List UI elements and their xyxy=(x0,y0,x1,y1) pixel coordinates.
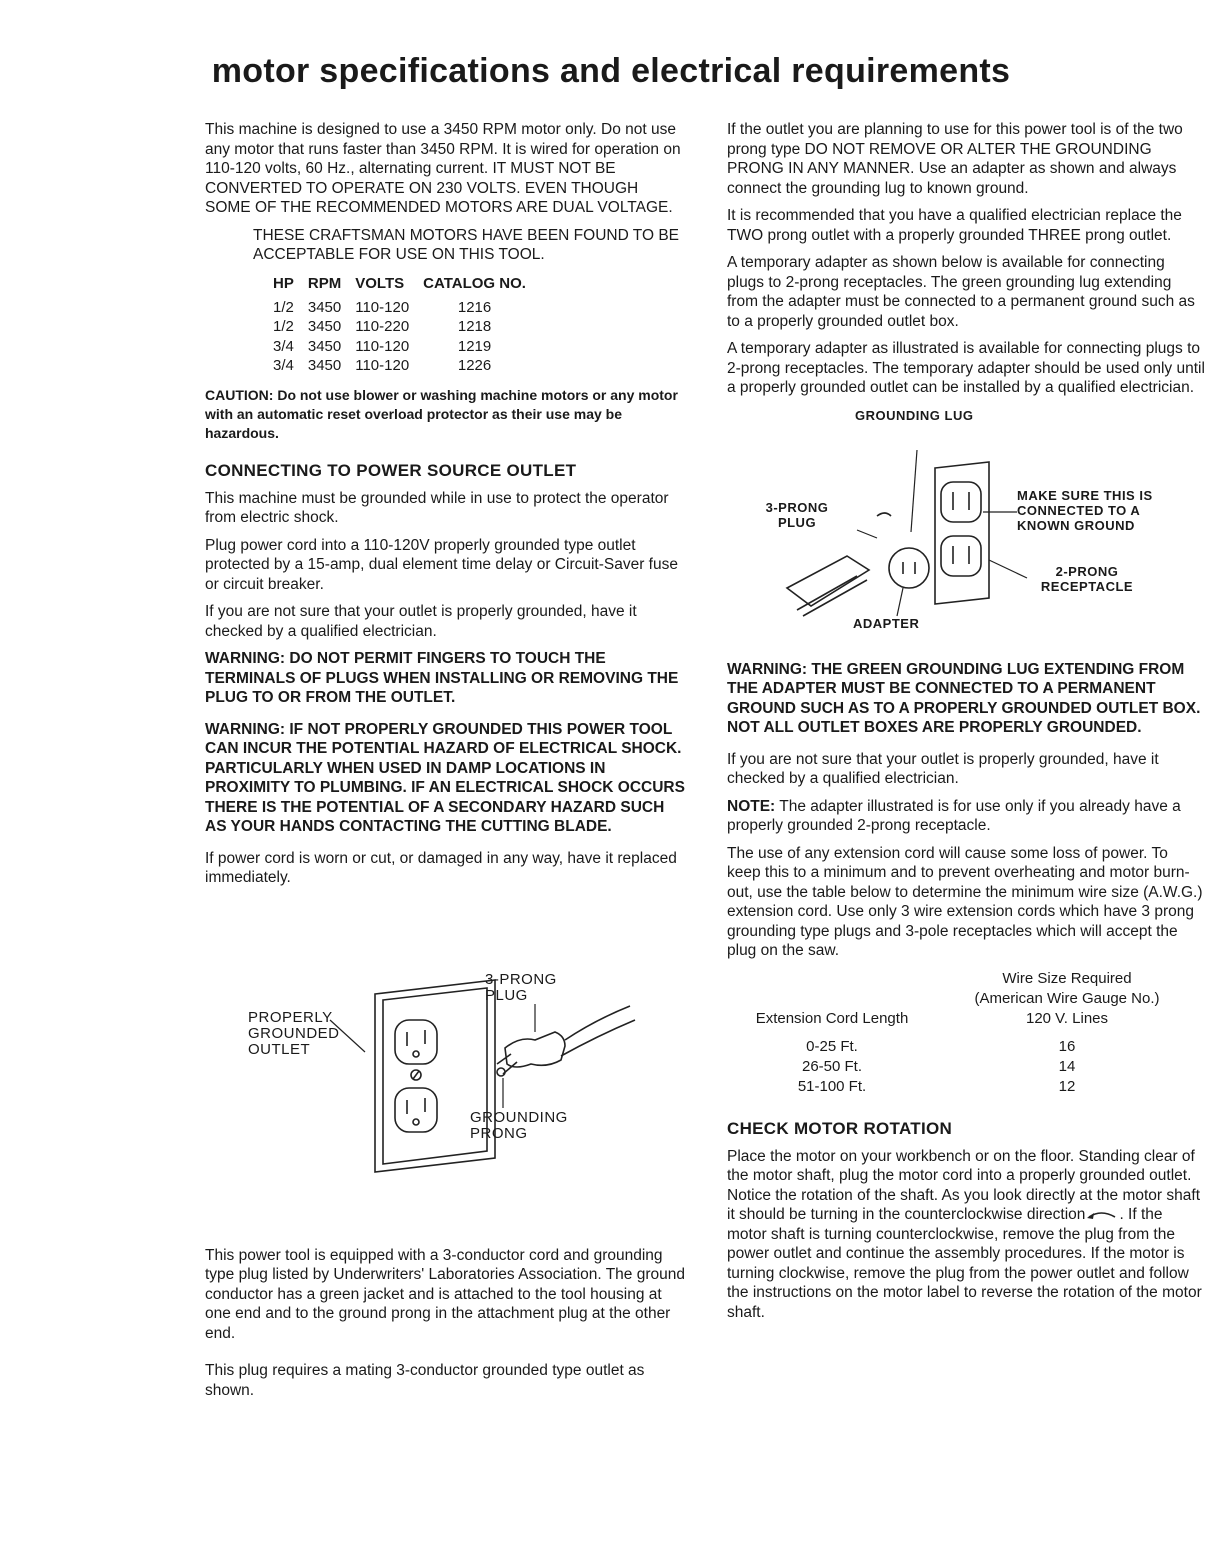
rotation-text-a: Place the motor on your workbench or on the floor. Standing clear of the motor shaft, plug the motor cord into a properly grounded outlet. Notice the rotation of the shaft. As you look directly at the motor shaft it should be turning in the counterclockwise direction xyxy=(727,1147,1200,1223)
cell-catalog: 1218 xyxy=(457,318,492,335)
extension-cord-table xyxy=(727,969,1197,1097)
cell-rpm: 3450 xyxy=(307,357,342,374)
two-prong-receptacle-label: 2-PRONG RECEPTACLE xyxy=(1040,563,1134,594)
ext-header-line-1: Wire Size Required xyxy=(1002,969,1132,987)
motors-note: THESE CRAFTSMAN MOTORS HAVE BEEN FOUND TO BE ACCEPTABLE FOR USE ON THIS TOOL. xyxy=(253,226,680,263)
note-body: The adapter illustrated is for use only if you already have a properly grounded 2-prong receptacle. xyxy=(727,797,1181,834)
plug-icon xyxy=(497,1006,635,1076)
cell-volts: 110-220 xyxy=(355,318,410,335)
cord-damage-paragraph: If power cord is worn or cut, or damaged in any way, have it replaced immediately. xyxy=(205,849,677,886)
warning-grounding: WARNING: IF NOT PROPERLY GROUNDED THIS POWER TOOL CAN INCUR THE POTENTIAL HAZARD OF ELECTRICAL SHOCK. PARTICULARLY WHEN USED IN DAMP LOCATIONS IN PROXIMITY TO PLUMBING. IF AN ELECTRICAL SHOCK OCCURS THERE IS THE POTENTIAL OF A SECONDARY HAZARD SUCH AS YOUR HANDS CONTACTING THE CUTTING BLADE. xyxy=(205,720,685,835)
header-catalog: CATALOG NO. xyxy=(423,274,526,292)
note-label: NOTE: xyxy=(727,797,776,815)
caution-text xyxy=(205,386,685,443)
rotation-text-b: . If the motor shaft is turning counterclockwise, remove the plug from the power outlet and continue the assembly procedures. If the motor is turning clockwise, remove the plug from the power outlet and follow the instructions on the motor label to reverse the rotation of the motor shaft. xyxy=(727,1206,1202,1321)
cell-volts: 110-120 xyxy=(355,298,410,316)
table-row xyxy=(727,1029,1197,1037)
left-column xyxy=(205,120,685,1408)
cell-catalog: 1219 xyxy=(457,337,492,355)
table-row xyxy=(273,356,540,376)
callout-lines xyxy=(857,450,1027,616)
two-prong-paragraph: If the outlet you are planning to use for this power tool is of the two prong type DO NOT REMOVE OR ALTER THE GROUNDING PRONG IN ANY MANNER. Use an adapter as shown and always connect the grounding lug to known ground. xyxy=(727,121,1183,197)
adapter-paragraph-1: A temporary adapter as shown below is available for connecting plugs to 2-prong receptacles. The green grounding lug extending from the adapter must be connected to a permanent ground such as to a properly grounded outlet box. xyxy=(727,254,1195,330)
cell-rpm: 3450 xyxy=(307,318,342,335)
electrician-paragraph: It is recommended that you have a qualified electrician replace the TWO prong outlet with a properly grounded THREE prong outlet. xyxy=(727,207,1182,244)
outlet-check-paragraph: If you are not sure that your outlet is properly grounded, have it checked by a qualified electrician. xyxy=(727,750,1159,787)
ext-table-header xyxy=(727,969,1197,1029)
table-row xyxy=(727,1077,1197,1097)
header-rpm: RPM xyxy=(307,274,342,292)
cell-catalog: 1226 xyxy=(457,357,492,374)
table-row xyxy=(273,337,540,357)
motor-table-header xyxy=(273,273,540,298)
table-row xyxy=(727,1037,1197,1057)
caution-body: Do not use blower or washing machine motors or any motor with an automatic reset overload protector as their use may be hazardous. xyxy=(205,386,678,441)
cell-hp: 1/2 xyxy=(273,298,294,316)
grounded-outlet-illustration xyxy=(235,948,655,1188)
cell-gauge: 16 xyxy=(1058,1037,1076,1055)
ext-header-wire-size xyxy=(937,969,1197,1029)
table-row xyxy=(273,298,540,318)
adapter-note xyxy=(727,797,1205,836)
warning-fingers: WARNING: DO NOT PERMIT FINGERS TO TOUCH THE TERMINALS OF PLUGS WHEN INSTALLING OR REMOVING THE PLUG TO OR FROM THE OUTLET. xyxy=(205,650,679,706)
known-ground-label: MAKE SURE THIS IS CONNECTED TO A KNOWN GROUND xyxy=(1017,487,1153,533)
ext-header-line-2: (American Wire Gauge No.) xyxy=(974,989,1160,1007)
receptacle-icon xyxy=(935,462,989,604)
table-row xyxy=(727,1057,1197,1077)
extension-cord-paragraph: The use of any extension cord will cause some loss of power. To keep this to a minimum and to prevent overheating and motor burn-out, use the table below to determine the minimum wire size (A.W.G.) extension cord. Use only 3 wire extension cords which have 3 prong grounding type plugs and 3-pole receptacles which will accept the plug on the saw. xyxy=(727,844,1203,959)
cell-length: 26-50 Ft. xyxy=(801,1057,863,1075)
grounding-lug-label: GROUNDING LUG xyxy=(855,407,974,423)
cell-volts: 110-120 xyxy=(355,357,410,374)
cell-volts: 110-120 xyxy=(355,337,410,355)
ext-header-length: Extension Cord Length xyxy=(755,1009,909,1027)
cell-hp: 3/4 xyxy=(273,337,294,355)
header-hp: HP xyxy=(273,274,294,292)
three-prong-plug-label: 3-PRONG PLUG xyxy=(765,499,829,530)
mating-outlet-paragraph: This plug requires a mating 3-conductor grounded type outlet as shown. xyxy=(205,1362,645,1399)
spacer xyxy=(205,1188,685,1246)
intro-paragraph: This machine is designed to use a 3450 RPM motor only. Do not use any motor that runs faster than 3450 RPM. It is wired for operation on 110-120 volts, 60 Hz., alternating current. IT MUST NOT BE CONVERTED TO OPERATE ON 230 VOLTS. EVEN THOUGH SOME OF THE RECOMMENDED MOTORS ARE DUAL VOLTAGE. xyxy=(205,121,681,216)
cell-catalog: 1216 xyxy=(457,298,492,316)
table-row xyxy=(273,317,540,337)
counterclockwise-arrow-icon xyxy=(1085,1209,1119,1221)
cell-length: 0-25 Ft. xyxy=(806,1037,858,1055)
three-prong-plug-label: 3-PRONG PLUG xyxy=(485,970,557,1004)
adapter-label: ADAPTER xyxy=(853,615,920,631)
adapter-illustration xyxy=(727,420,1205,648)
cell-hp: 1/2 xyxy=(273,318,294,335)
cell-rpm: 3450 xyxy=(307,298,342,316)
motor-table xyxy=(273,273,540,376)
properly-grounded-outlet-label: PROPERLY GROUNDED OUTLET xyxy=(248,1008,340,1058)
rotation-paragraph xyxy=(727,1147,1205,1323)
connecting-paragraph-3: If you are not sure that your outlet is properly grounded, have it checked by a qualified electrician. xyxy=(205,603,637,640)
rotation-heading: CHECK MOTOR ROTATION xyxy=(727,1118,953,1138)
grounded-outlet-figure xyxy=(205,948,685,1188)
connecting-paragraph-2: Plug power cord into a 110-120V properly grounded type outlet protected by a 15-amp, dual element time delay or Circuit-Saver fuse or circuit breaker. xyxy=(205,536,678,593)
conductor-paragraph: This power tool is equipped with a 3-conductor cord and grounding type plug listed by Underwriters' Laboratories Association. The ground conductor has a green jacket and is attached to the tool housing at one end and to the ground prong in the attachment plug at the other end. xyxy=(205,1246,685,1342)
cell-gauge: 14 xyxy=(1058,1057,1076,1075)
caution-label: CAUTION: xyxy=(205,386,274,403)
right-column xyxy=(727,120,1205,1330)
adapter-paragraph-2: A temporary adapter as illustrated is available for connecting plugs to 2-prong receptacles. The temporary adapter should be used only until a properly grounded outlet can be installed by a qualified electrician. xyxy=(727,340,1205,396)
cell-gauge: 12 xyxy=(1058,1077,1076,1095)
connecting-heading: CONNECTING TO POWER SOURCE OUTLET xyxy=(205,460,577,480)
cell-hp: 3/4 xyxy=(273,357,294,374)
warning-grounding-lug: WARNING: THE GREEN GROUNDING LUG EXTENDING FROM THE ADAPTER MUST BE CONNECTED TO A PERMANENT GROUND SUCH AS TO A PROPERLY GROUNDED OUTLET BOX. NOT ALL OUTLET BOXES ARE PROPERLY GROUNDED. xyxy=(727,660,1201,736)
adapter-figure xyxy=(727,407,1205,648)
header-volts: VOLTS xyxy=(355,274,405,292)
cell-length: 51-100 Ft. xyxy=(797,1077,867,1095)
grounding-prong-label: GROUNDING PRONG xyxy=(470,1108,568,1142)
outlet-plate-icon xyxy=(375,980,495,1172)
cell-rpm: 3450 xyxy=(307,337,342,355)
page-title: motor specifications and electrical requirements xyxy=(211,52,1011,90)
connecting-paragraph-1: This machine must be grounded while in use to protect the operator from electric shock. xyxy=(205,489,669,526)
ext-header-line-3: 120 V. Lines xyxy=(1025,1009,1109,1027)
